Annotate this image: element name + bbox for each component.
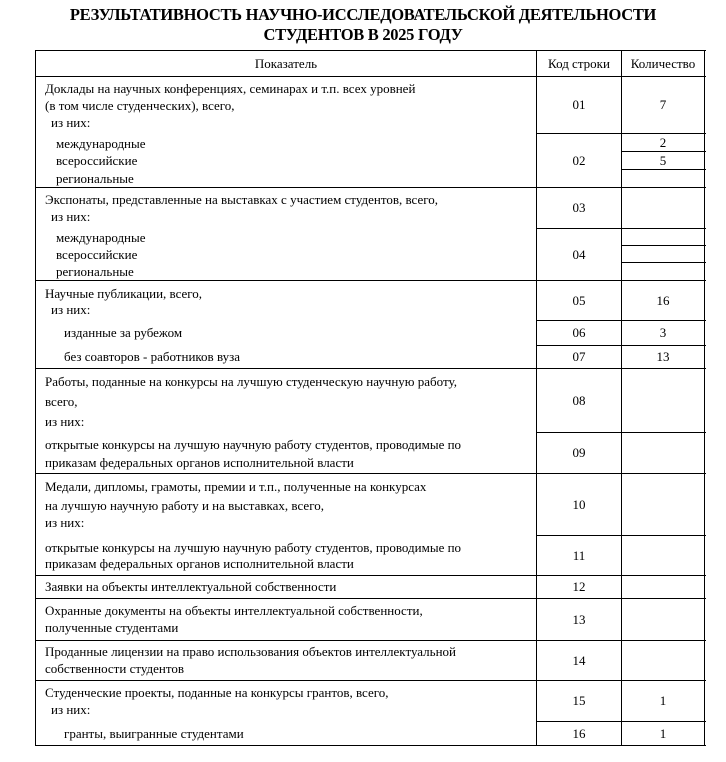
row-code: 15	[572, 693, 586, 708]
row-count: 3	[659, 325, 667, 340]
row-count: 7	[659, 97, 667, 112]
header-count: Количество	[630, 55, 696, 71]
row-code: 02	[572, 152, 586, 168]
row-count	[622, 188, 704, 228]
title-line-2: СТУДЕНТОВ В 2025 ГОДУ	[263, 25, 463, 44]
row-code: 08	[572, 392, 586, 408]
header-indicator: Показатель	[254, 55, 318, 71]
row-count-national	[622, 246, 704, 262]
row-code: 06	[572, 325, 586, 340]
row-count-international: 2	[659, 134, 667, 150]
row-count-regional	[622, 170, 704, 187]
row-code: 09	[572, 445, 586, 460]
row-code: 10	[572, 496, 586, 512]
row-code: 16	[572, 725, 586, 741]
row-code: 07	[572, 349, 586, 364]
row-code: 12	[572, 579, 586, 594]
row-count	[622, 599, 704, 640]
row-count-regional	[622, 263, 704, 280]
row-count	[622, 576, 704, 598]
row-code: 13	[572, 611, 586, 627]
row-count: 13	[656, 349, 670, 364]
indicator-cell: Заявки на объекты интеллектуальной собственности	[45, 579, 337, 594]
row-count: 1	[659, 725, 667, 741]
row-count	[622, 536, 704, 575]
row-count: 1	[659, 693, 667, 708]
table-border-bottom	[35, 745, 706, 746]
row-count: 16	[656, 292, 670, 308]
row-count	[622, 433, 704, 473]
row-count	[622, 641, 704, 680]
title-line-1: РЕЗУЛЬТАТИВНОСТЬ НАУЧНО-ИССЛЕДОВАТЕЛЬСКОЙ ДЕЯТЕЛЬНОСТИ	[69, 5, 657, 24]
row-code: 01	[572, 97, 586, 112]
row-code: 11	[572, 547, 586, 563]
row-count	[622, 369, 704, 432]
row-code: 03	[572, 200, 586, 215]
row-code: 04	[572, 246, 586, 262]
header-code: Код строки	[548, 55, 610, 71]
row-count-international	[622, 229, 704, 245]
row-code: 05	[572, 292, 586, 308]
row-code: 14	[572, 652, 586, 668]
row-count-national: 5	[659, 152, 667, 168]
row-count	[622, 474, 704, 535]
